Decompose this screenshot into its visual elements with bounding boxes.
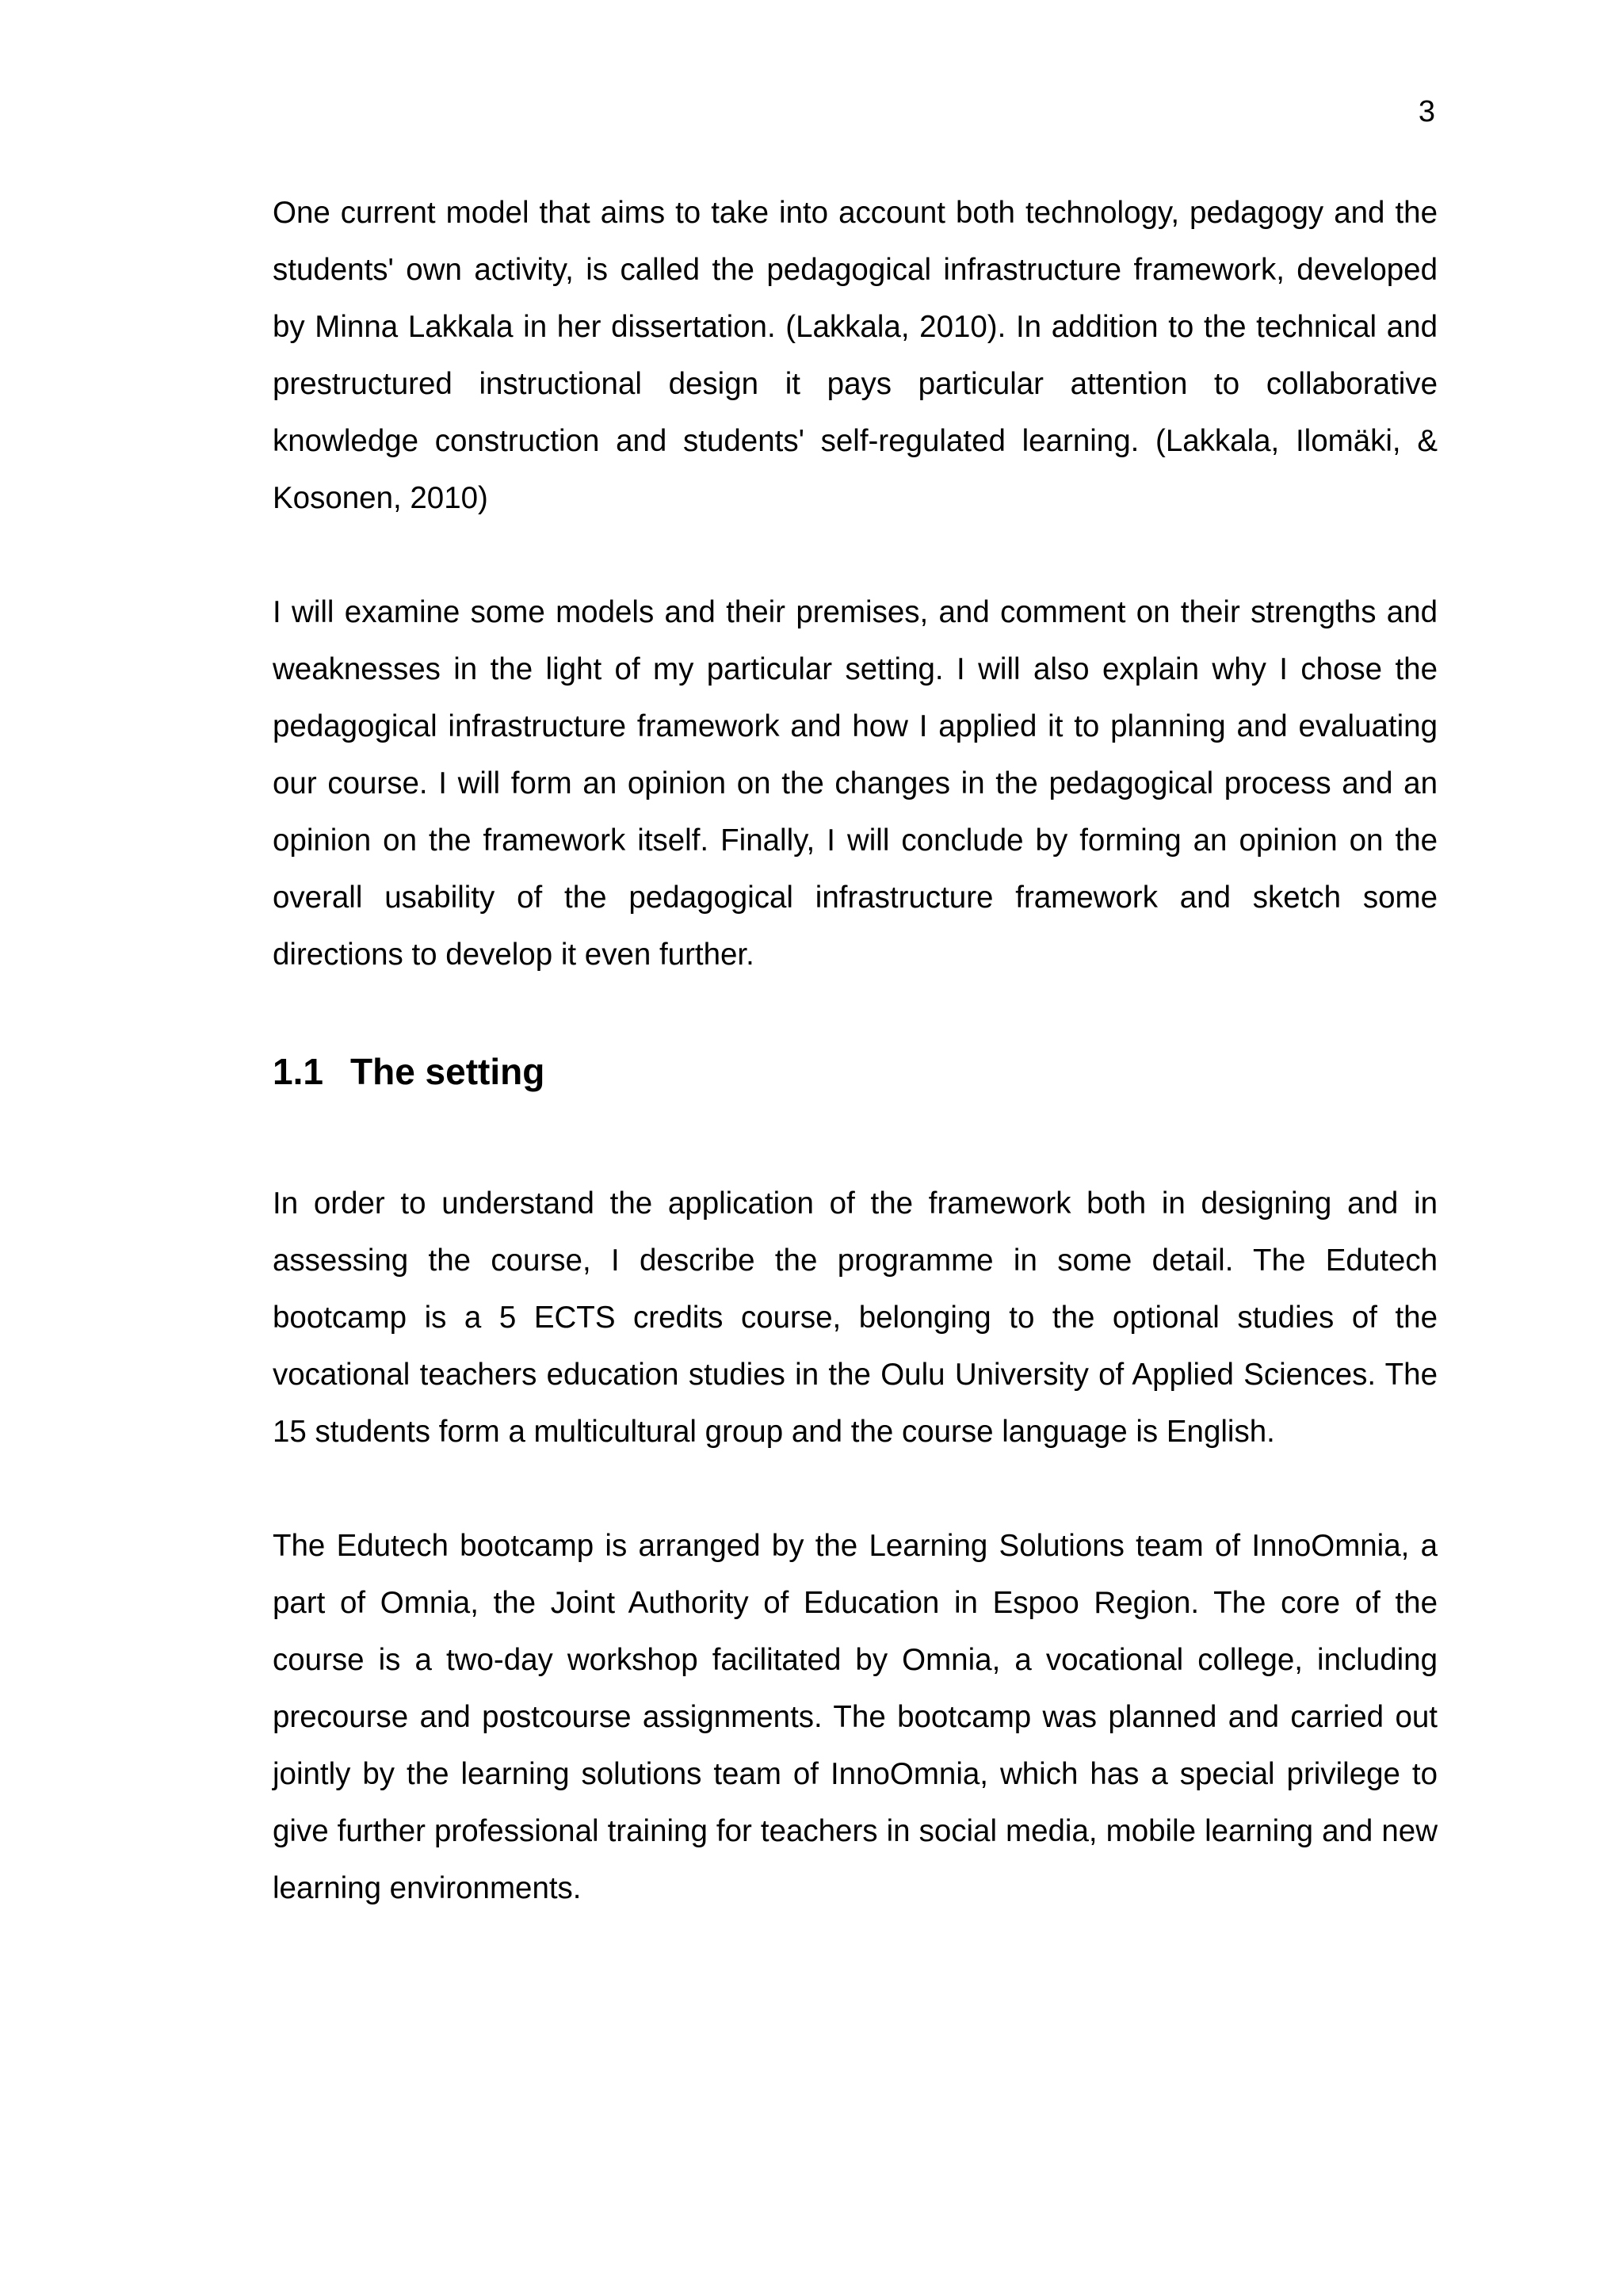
page-content xyxy=(273,185,1438,1917)
body-paragraph: I will examine some models and their premises, and comment on their strengths and weaknesses in the light of my particular setting. I will also explain why I chose the pedagogical infrastructure framework and how I applied it to planning and evaluating our course. I will form an opinion on the changes in the pedagogical process and an opinion on the framework itself. Finally, I will conclude by forming an opinion on the overall usability of the pedagogical infrastructure framework and sketch some directions to develop it even further. xyxy=(273,595,1438,972)
body-paragraph: In order to understand the application of the framework both in designing and in assessing the course, I describe the programme in some detail. The Edutech bootcamp is a 5 ECTS credits course, belonging to the optional studies of the vocational teachers education studies in the Oulu University of Applied Sciences. The 15 students form a multicultural group and the course language is English. xyxy=(273,1186,1438,1449)
section-title: The setting xyxy=(350,1051,545,1092)
section-number: 1.1 xyxy=(273,1051,323,1092)
section-heading xyxy=(273,1045,1438,1098)
body-paragraph: The Edutech bootcamp is arranged by the Learning Solutions team of InnoOmnia, a part of Omnia, the Joint Authority of Education in Espoo Region. The core of the course is a two-day workshop facilitated by Omnia, a vocational college, including precourse and postcourse assignments. The bootcamp was planned and carried out jointly by the learning solutions team of InnoOmnia, which has a special privilege to give further professional training for teachers in social media, mobile learning and new learning environments. xyxy=(273,1529,1438,1905)
body-paragraph: One current model that aims to take into account both technology, pedagogy and the students' own activity, is called the pedagogical infrastructure framework, developed by Minna Lakkala in her dissertation. (Lakkala, 2010). In addition to the technical and prestructured instructional design it pays particular attention to collaborative knowledge construction and students' self-regulated learning. (Lakkala, Ilomäki, & Kosonen, 2010) xyxy=(273,196,1438,515)
page-number: 3 xyxy=(1418,95,1435,128)
